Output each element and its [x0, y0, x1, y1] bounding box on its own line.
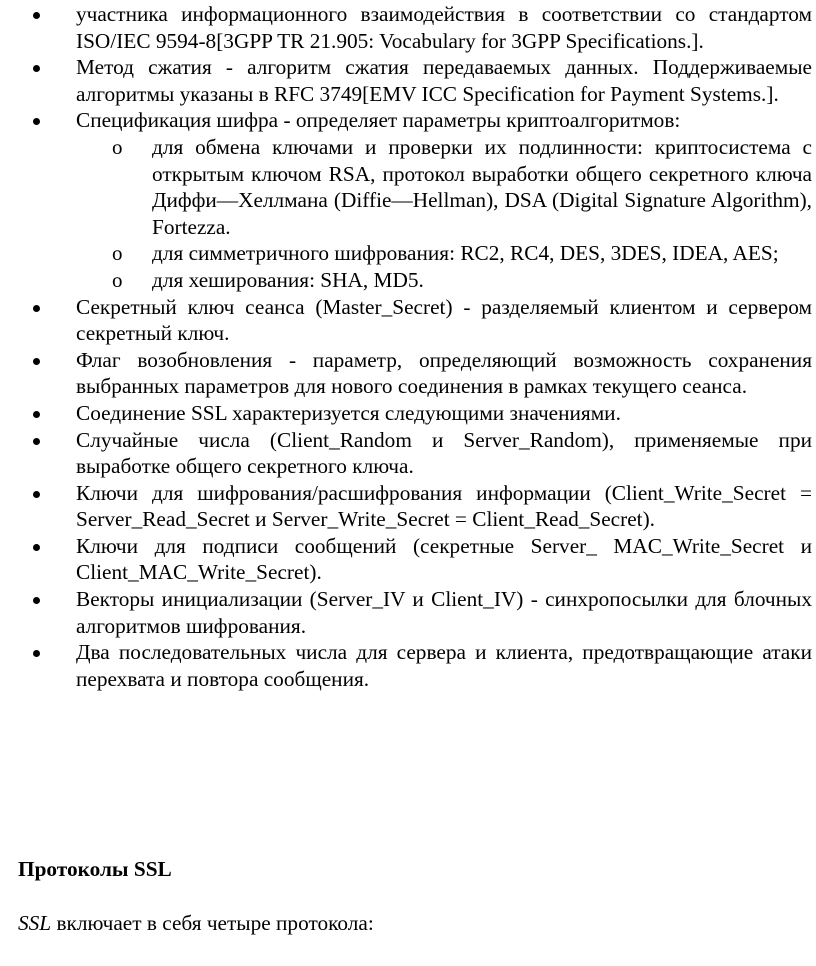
intro-term: SSL: [18, 911, 52, 935]
list-item: Два последовательных числа для сервера и клиента, предотвращающие атаки перехвата и повтора сообщения.: [0, 639, 816, 692]
intro-paragraph: [18, 910, 374, 937]
bullet-icon: [33, 438, 40, 445]
circle-bullet-icon: o: [112, 267, 123, 292]
list-item: Случайные числа (Client_Random и Server_Random), применяемые при выработке общего секретного ключа.: [0, 427, 816, 480]
list-item: Ключи для шифрования/расшифрования информации (Client_Write_Secret = Server_Read_Secret и Server_Write_Secret = Client_Read_Secret).: [0, 480, 816, 533]
sub-list-item: o для обмена ключами и проверки их подлинности: криптосистема с открытым ключом RSA, протокол выработки общего секретного ключа Диффи—Хеллмана (Diffie—Hellman), DSA (Digital Signature Algorithm), Fortezza.: [112, 134, 812, 239]
list-item: Метод сжатия - алгоритм сжатия передаваемых данных. Поддерживаемые алгоритмы указаны в RFC 3749[EMV ICC Specification for Payment Systems.].: [0, 54, 816, 107]
section-heading: Протоколы SSL: [18, 857, 172, 881]
list-item: Секретный ключ сеанса (Master_Secret) - разделяемый клиентом и сервером секретный ключ.: [0, 294, 816, 347]
list-item: Векторы инициализации (Server_IV и Client_IV) - синхропосылки для блочных алгоритмов шифрования.: [0, 586, 816, 639]
list-item: Ключи для подписи сообщений (секретные Server_ MAC_Write_Secret и Client_MAC_Write_Secret).: [0, 533, 816, 586]
bullet-icon: [33, 411, 40, 418]
sub-list: [76, 134, 812, 294]
sub-list-item: o для хеширования: SHA, MD5.: [112, 267, 424, 292]
list-item: участника информационного взаимодействия в соответствии со стандартом ISO/IEC 9594-8[3GPP TR 21.905: Vocabulary for 3GPP Specifications.].: [0, 1, 816, 54]
list-item: Флаг возобновления - параметр, определяющий возможность сохранения выбранных параметров для нового соединения в рамках текущего сеанса.: [0, 347, 816, 400]
bullet-icon: [33, 544, 40, 551]
intro-text: включает в себя четыре протокола:: [51, 911, 374, 935]
bullet-icon: [33, 12, 40, 19]
circle-bullet-icon: o: [112, 134, 123, 159]
bullet-icon: [33, 597, 40, 604]
sub-list-item: o для симметричного шифрования: RC2, RC4, DES, 3DES, IDEA, AES;: [112, 241, 779, 266]
list-item: Спецификация шифра - определяет параметры криптоалгоритмов: o для обмена ключами и проверки их подлинности: криптосистема с открытым ключом RSA, протокол выработки общего секретного ключа Диффи—Хеллмана (Diffie—Hellman), DSA (Digital Signature Algorithm), Fortezza. o для симметричного шифрования: RC2, RC4, DES, 3DES, IDEA, AES; o для хеширования: SHA, MD5.: [0, 107, 816, 293]
circle-bullet-icon: o: [112, 241, 123, 266]
bullet-icon: [33, 491, 40, 498]
list-item: Соединение SSL характеризуется следующими значениями.: [0, 400, 816, 427]
bullet-icon: [33, 358, 40, 365]
bullet-icon: [33, 118, 40, 125]
bullet-icon: [33, 305, 40, 312]
bullet-list: [0, 1, 816, 692]
bullet-icon: [33, 650, 40, 657]
bullet-icon: [33, 65, 40, 72]
